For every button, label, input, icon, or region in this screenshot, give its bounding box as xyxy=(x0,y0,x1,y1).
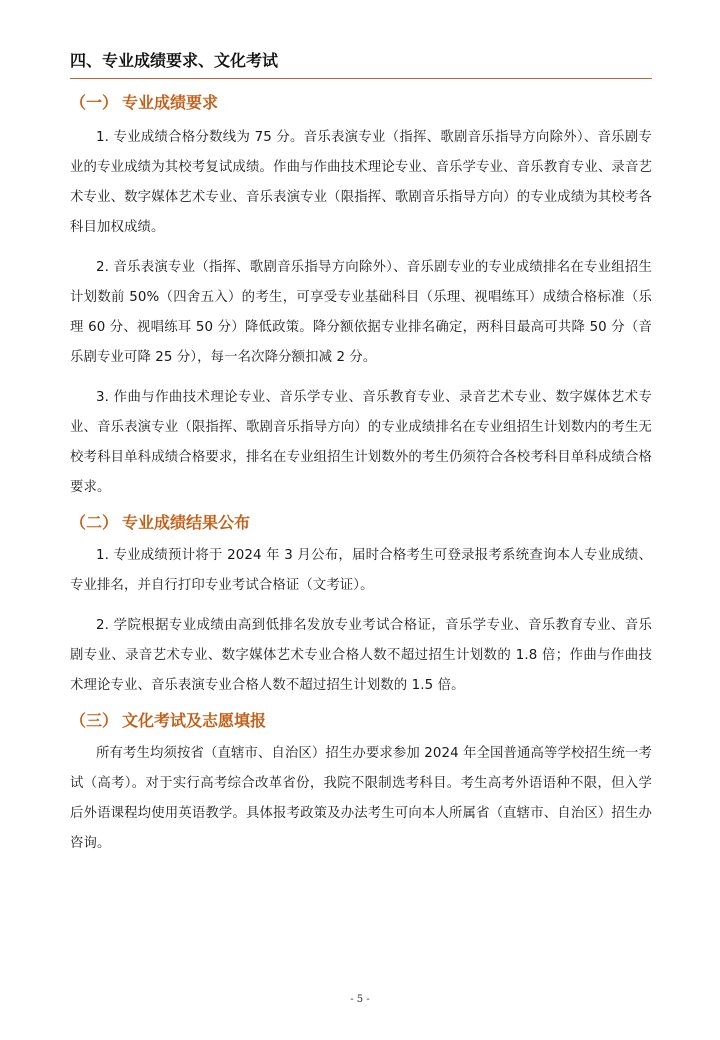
page-number: - 5 - xyxy=(350,994,370,1005)
paragraph: 2. 学院根据专业成绩由高到低排名发放专业考试合格证，音乐学专业、音乐教育专业、音乐剧专业、录音艺术专业、数字媒体艺术专业合格人数不超过招生计划数的 1.8 倍；作曲与作曲技术理论专业、音乐表演专业合格人数不超过招生计划数的 1.5 倍。 xyxy=(70,618,652,693)
paragraph: 1. 专业成绩预计将于 2024 年 3 月公布，届时合格考生可登录报考系统查询本人专业成绩、专业排名，并自行打印专业考试合格证（文考证）。 xyxy=(70,548,652,593)
subsection-heading-3 xyxy=(70,710,652,732)
subsection-title: 专业成绩要求 xyxy=(122,93,219,112)
paragraph: 3. 作曲与作曲技术理论专业、音乐学专业、音乐教育专业、录音艺术专业、数字媒体艺术专业、音乐表演专业（限指挥、歌剧音乐指导方向）的专业成绩排名在专业组招生计划数内的考生无校考科目单科成绩合格要求，排名在专业组招生计划数外的考生仍须符合各校考科目单科成绩合格要求。 xyxy=(70,390,652,495)
paragraph: 1. 专业成绩合格分数线为 75 分。音乐表演专业（指挥、歌剧音乐指导方向除外）、音乐剧专业的专业成绩为其校考复试成绩。作曲与作曲技术理论专业、音乐学专业、音乐教育专业、录音艺术专业、数字媒体艺术专业、音乐表演专业（限指挥、歌剧音乐指导方向）的专业成绩为其校考各科目加权成绩。 xyxy=(70,130,652,235)
subsection-heading-1 xyxy=(70,92,652,114)
paragraph: 所有考生均须按省（直辖市、自治区）招生办要求参加 2024 年全国普通高等学校招生统一考试（高考）。对于实行高考综合改革省份，我院不限制选考科目。考生高考外语语种不限，但入学后外语课程均使用英语教学。具体报考政策及办法考生可向本人所属省（直辖市、自治区）招生办咨询。 xyxy=(70,746,652,851)
subsection-number: （一） xyxy=(70,93,119,112)
subsection-number: （二） xyxy=(70,513,119,532)
subsection-heading-2 xyxy=(70,512,652,534)
section-heading: 四、专业成绩要求、文化考试 xyxy=(70,50,652,79)
subsection-number: （三） xyxy=(70,711,119,730)
subsection-title: 文化考试及志愿填报 xyxy=(122,711,267,730)
document-page xyxy=(70,50,652,859)
subsection-title: 专业成绩结果公布 xyxy=(122,513,251,532)
paragraph: 2. 音乐表演专业（指挥、歌剧音乐指导方向除外）、音乐剧专业的专业成绩排名在专业组招生计划数前 50%（四舍五入）的考生，可享受专业基础科目（乐理、视唱练耳）成绩合格标准（乐理 60 分、视唱练耳 50 分）降低政策。降分额依据专业排名确定，两科目最高可共降 50 分（音乐剧专业可降 25 分），每一名次降分额扣减 2 分。 xyxy=(70,260,652,365)
